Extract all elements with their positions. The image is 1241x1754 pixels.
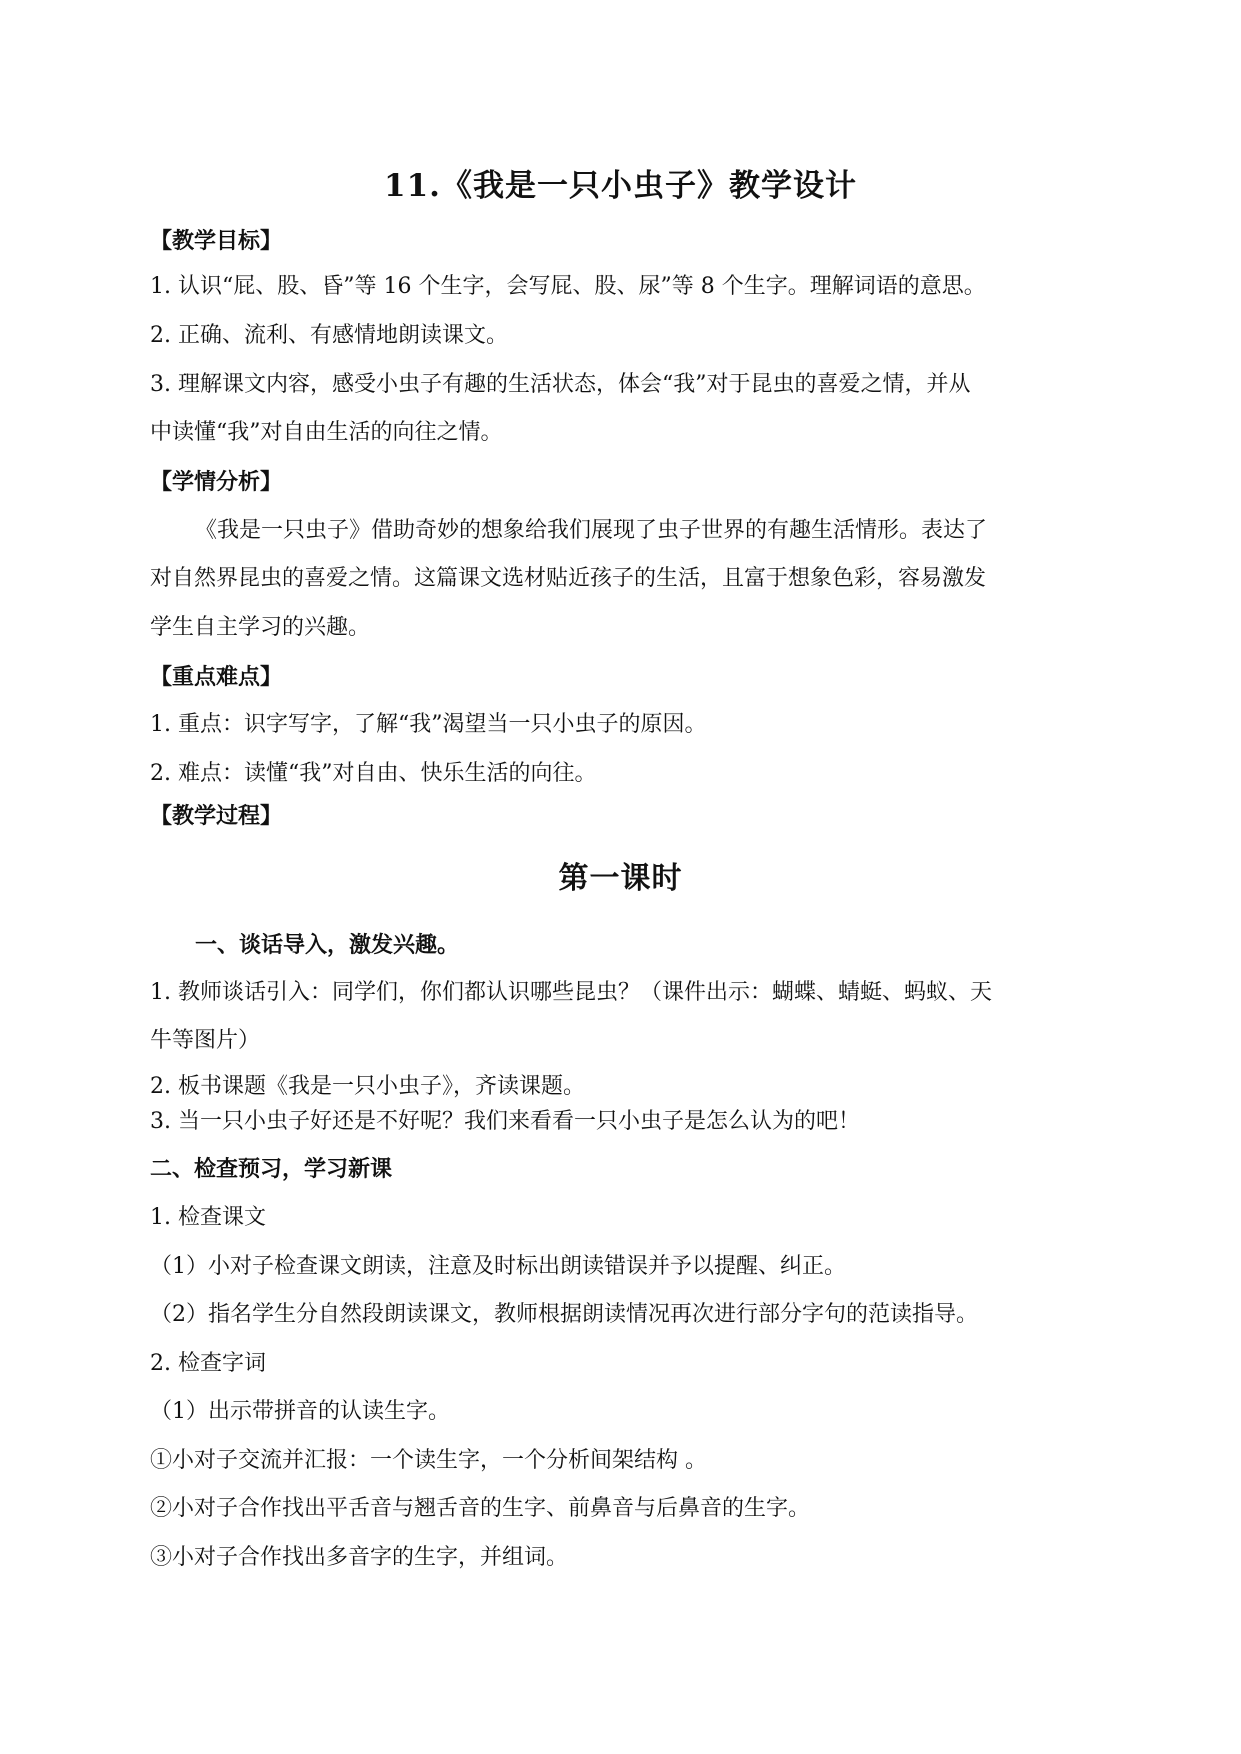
- objective-item: 1. 认识“屁、股、昏”等 16 个生字，会写屁、股、尿”等 8 个生字。理解词语的意思。: [150, 274, 986, 299]
- section2-line: ①小对子交流并汇报：一个读生字，一个分析间架结构 。: [150, 1448, 707, 1473]
- analysis-line: 对自然界昆虫的喜爱之情。这篇课文选材贴近孩子的生活，且富于想象色彩，容易激发: [150, 566, 987, 591]
- section2-line: ②小对子合作找出平舌音与翘舌音的生字、前鼻音与后鼻音的生字。: [150, 1496, 811, 1521]
- key-points-heading: 【重点难点】: [150, 664, 283, 690]
- process-heading: 【教学过程】: [150, 803, 283, 829]
- section1-line: 3. 当一只小虫子好还是不好呢？我们来看看一只小虫子是怎么认为的吧！: [150, 1109, 860, 1134]
- section1-heading: 一、谈话导入，激发兴趣。: [195, 932, 460, 958]
- objective-item: 2. 正确、流利、有感情地朗读课文。: [150, 323, 508, 348]
- section2-line: ③小对子合作找出多音字的生字，并组词。: [150, 1545, 569, 1570]
- section2-line: （1）小对子检查课文朗读，注意及时标出朗读错误并予以提醒、纠正。: [150, 1254, 846, 1279]
- analysis-line: 学生自主学习的兴趣。: [150, 615, 371, 640]
- section1-line: 牛等图片）: [150, 1028, 261, 1053]
- section2-heading: 二、检查预习，学习新课: [150, 1156, 393, 1182]
- key-point-item: 2. 难点：读懂“我”对自由、快乐生活的向往。: [150, 761, 597, 786]
- section2-line: （2）指名学生分自然段朗读课文，教师根据朗读情况再次进行部分字句的范读指导。: [150, 1302, 978, 1327]
- analysis-line: 《我是一只虫子》借助奇妙的想象给我们展现了虫子世界的有趣生活情形。表达了: [195, 518, 988, 543]
- section2-line: 1. 检查课文: [150, 1205, 266, 1230]
- section2-line: （1）出示带拼音的认读生字。: [150, 1399, 450, 1424]
- objective-item-continued: 中读懂“我”对自由生活的向往之情。: [150, 420, 503, 445]
- analysis-heading: 【学情分析】: [150, 469, 283, 495]
- objective-item: 3. 理解课文内容，感受小虫子有趣的生活状态，体会“我”对于昆虫的喜爱之情，并从: [150, 372, 971, 397]
- objectives-heading: 【教学目标】: [150, 228, 283, 254]
- section1-line: 2. 板书课题《我是一只小虫子》，齐读课题。: [150, 1074, 585, 1099]
- lesson-title: 第一课时: [558, 861, 683, 896]
- section1-line: 1. 教师谈话引入：同学们，你们都认识哪些昆虫？（课件出示：蝴蝶、蜻蜓、蚂蚁、天: [150, 980, 992, 1005]
- document-title: 11.《我是一只小虫子》教学设计: [384, 168, 857, 204]
- key-point-item: 1. 重点：识字写字，了解“我”渴望当一只小虫子的原因。: [150, 712, 707, 737]
- section2-line: 2. 检查字词: [150, 1351, 266, 1376]
